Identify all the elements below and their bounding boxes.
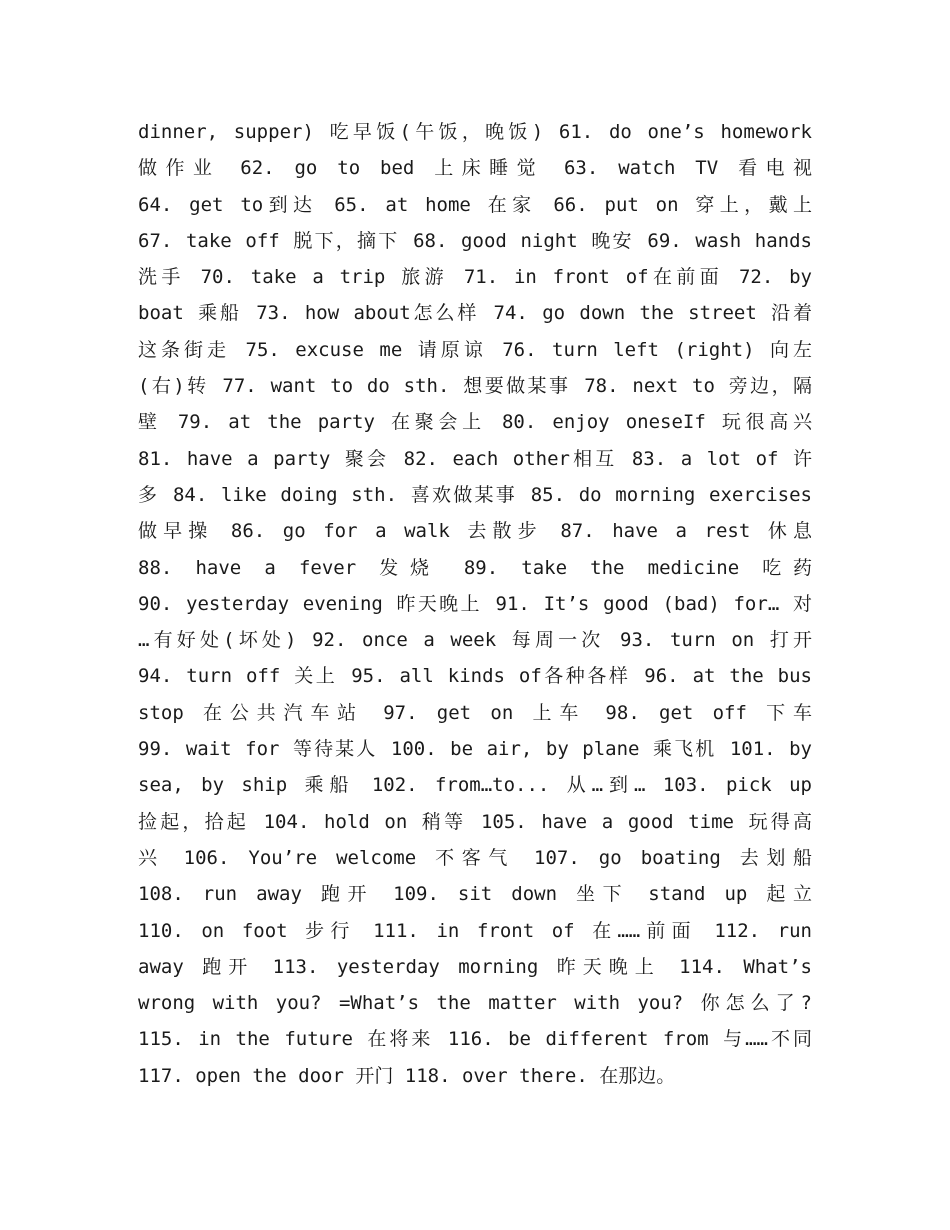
text-line: 110. on foot 步行 111. in front of 在……前面 112. run [138,919,812,942]
text-line: 99. wait for 等待某人 100. be air, by plane 乘飞机 101. by [138,738,812,761]
text-line: 壁 79. at the party 在聚会上 80. enjoy oneseIf 玩很高兴 [138,411,812,434]
text-line: 117. open the door 开门 118. over there. 在那边。 [138,1064,676,1087]
text-line: wrong with you? =What’s the matter with you? 你怎么了? [138,992,812,1015]
text-line: 64. get to到达 65. at home 在家 66. put on 穿上，戴上 [138,193,812,216]
text-line: 81. have a party 聚会 82. each other相互 83. a lot of 许 [138,447,812,470]
text-line: 兴 106. You’re welcome 不客气 107. go boating 去划船 [138,846,812,869]
text-line: 捡起，拾起 104. hold on 稍等 105. have a good time 玩得高 [138,810,812,833]
text-line: boat 乘船 73. how about怎么样 74. go down the street 沿着 [138,302,812,325]
text-line: sea, by ship 乘船 102. from…to... 从…到… 103. pick up [138,774,812,797]
text-line: 108. run away 跑开 109. sit down 坐下 stand up 起立 [138,883,812,906]
text-line: 做早操 86. go for a walk 去散步 87. have a rest 休息 [138,520,812,543]
text-line: 115. in the future 在将来 116. be different from 与……不同 [138,1028,812,1051]
text-line: (右)转 77. want to do sth. 想要做某事 78. next to 旁边，隔 [138,375,812,398]
text-line: 94. turn off 关上 95. all kinds of各种各样 96. at the bus [138,665,812,688]
text-line: stop 在公共汽车站 97. get on 上车 98. get off 下车 [138,701,812,724]
text-line: away 跑开 113. yesterday morning 昨天晚上 114. What’s [138,955,812,978]
text-line: 多 84. like doing sth. 喜欢做某事 85. do morning exercises [138,483,812,506]
text-line: 洗手 70. take a trip 旅游 71. in front of在前面 72. by [138,266,812,289]
text-line: 90. yesterday evening 昨天晚上 91. It’s good (bad) for… 对 [138,592,812,615]
text-line: …有好处(坏处) 92. once a week 每周一次 93. turn on 打开 [138,629,812,652]
text-line: 这条街走 75. excuse me 请原谅 76. turn left (right) 向左 [138,338,812,361]
text-line: 做作业 62. go to bed 上床睡觉 63. watch TV 看电视 [138,157,812,180]
vocabulary-list [138,114,812,1094]
text-line: 67. take off 脱下，摘下 68. good night 晚安 69. wash hands [138,229,812,252]
text-line: dinner, supper) 吃早饭(午饭，晚饭) 61. do one’s homework [138,121,812,143]
text-line: 88. have a fever 发烧 89. take the medicine 吃药 [138,556,812,579]
